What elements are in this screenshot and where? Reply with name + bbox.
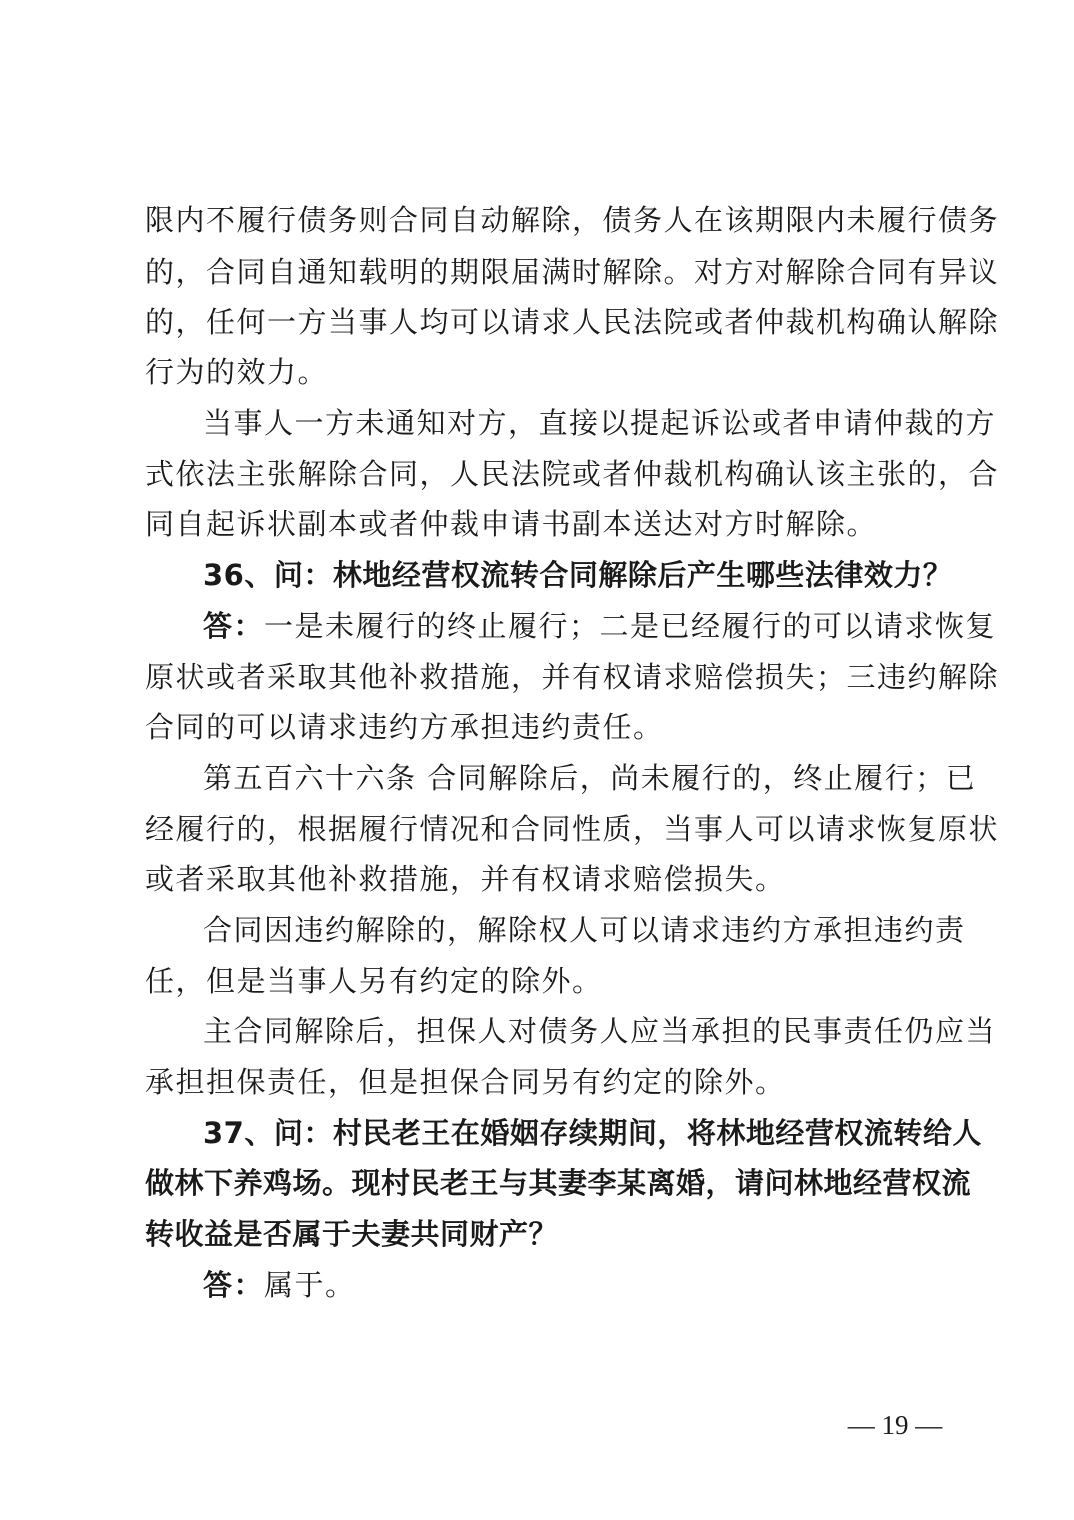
text-line: 承担担保责任，但是担保合同另有约定的除外。: [145, 1065, 786, 1099]
page-number: — 19 —: [847, 1410, 943, 1440]
text-line: 行为的效力。: [145, 355, 329, 389]
text-line: 合同的可以请求违约方承担违约责任。: [145, 710, 664, 744]
question-37: 做林下养鸡场。现村民老王与其妻李某离婚，请问林地经营权流: [145, 1166, 972, 1200]
answer-label: 答：: [203, 609, 265, 643]
answer-label: 答：: [203, 1268, 265, 1302]
text-line: 主合同解除后，担保人对债务人应当承担的民事责任仍应当: [203, 1014, 997, 1048]
answer-36-line: [203, 608, 997, 644]
question-37: 转收益是否属于夫妻共同财产？: [145, 1217, 559, 1251]
text-line: 的，合同自通知载明的期限届满时解除。对方对解除合同有异议: [145, 255, 1000, 289]
text-line: 同自起诉状副本或者仲裁申请书副本送达对方时解除。: [145, 507, 878, 541]
text-line: 经履行的，根据履行情况和合同性质，当事人可以请求恢复原状: [145, 812, 1000, 846]
text-line: 任，但是当事人另有约定的除外。: [145, 964, 603, 998]
question-37: 37、问：村民老王在婚姻存续期间，将林地经营权流转给人: [203, 1116, 982, 1150]
question-36: 36、问：林地经营权流转合同解除后产生哪些法律效力？: [203, 558, 953, 592]
law-article-line: 第五百六十六条 合同解除后，尚未履行的，终止履行；已: [203, 761, 977, 795]
text-line: 当事人一方未通知对方，直接以提起诉讼或者申请仲裁的方: [203, 406, 997, 440]
text-line: 的，任何一方当事人均可以请求人民法院或者仲裁机构确认解除: [145, 305, 1000, 339]
text-line: 式依法主张解除合同，人民法院或者仲裁机构确认该主张的，合: [145, 457, 1000, 491]
answer-37-line: [203, 1267, 945, 1303]
answer-text: 一是未履行的终止履行；二是已经履行的可以请求恢复: [264, 609, 997, 643]
text-line: 合同因违约解除的，解除权人可以请求违约方承担违约责: [203, 913, 966, 947]
answer-text: 属于。: [264, 1268, 356, 1302]
text-line: 或者采取其他补救措施，并有权请求赔偿损失。: [145, 862, 786, 896]
text-line: 限内不履行债务则合同自动解除，债务人在该期限内未履行债务: [145, 203, 1000, 237]
text-line: 原状或者采取其他补救措施，并有权请求赔偿损失；三违约解除: [145, 660, 1000, 694]
